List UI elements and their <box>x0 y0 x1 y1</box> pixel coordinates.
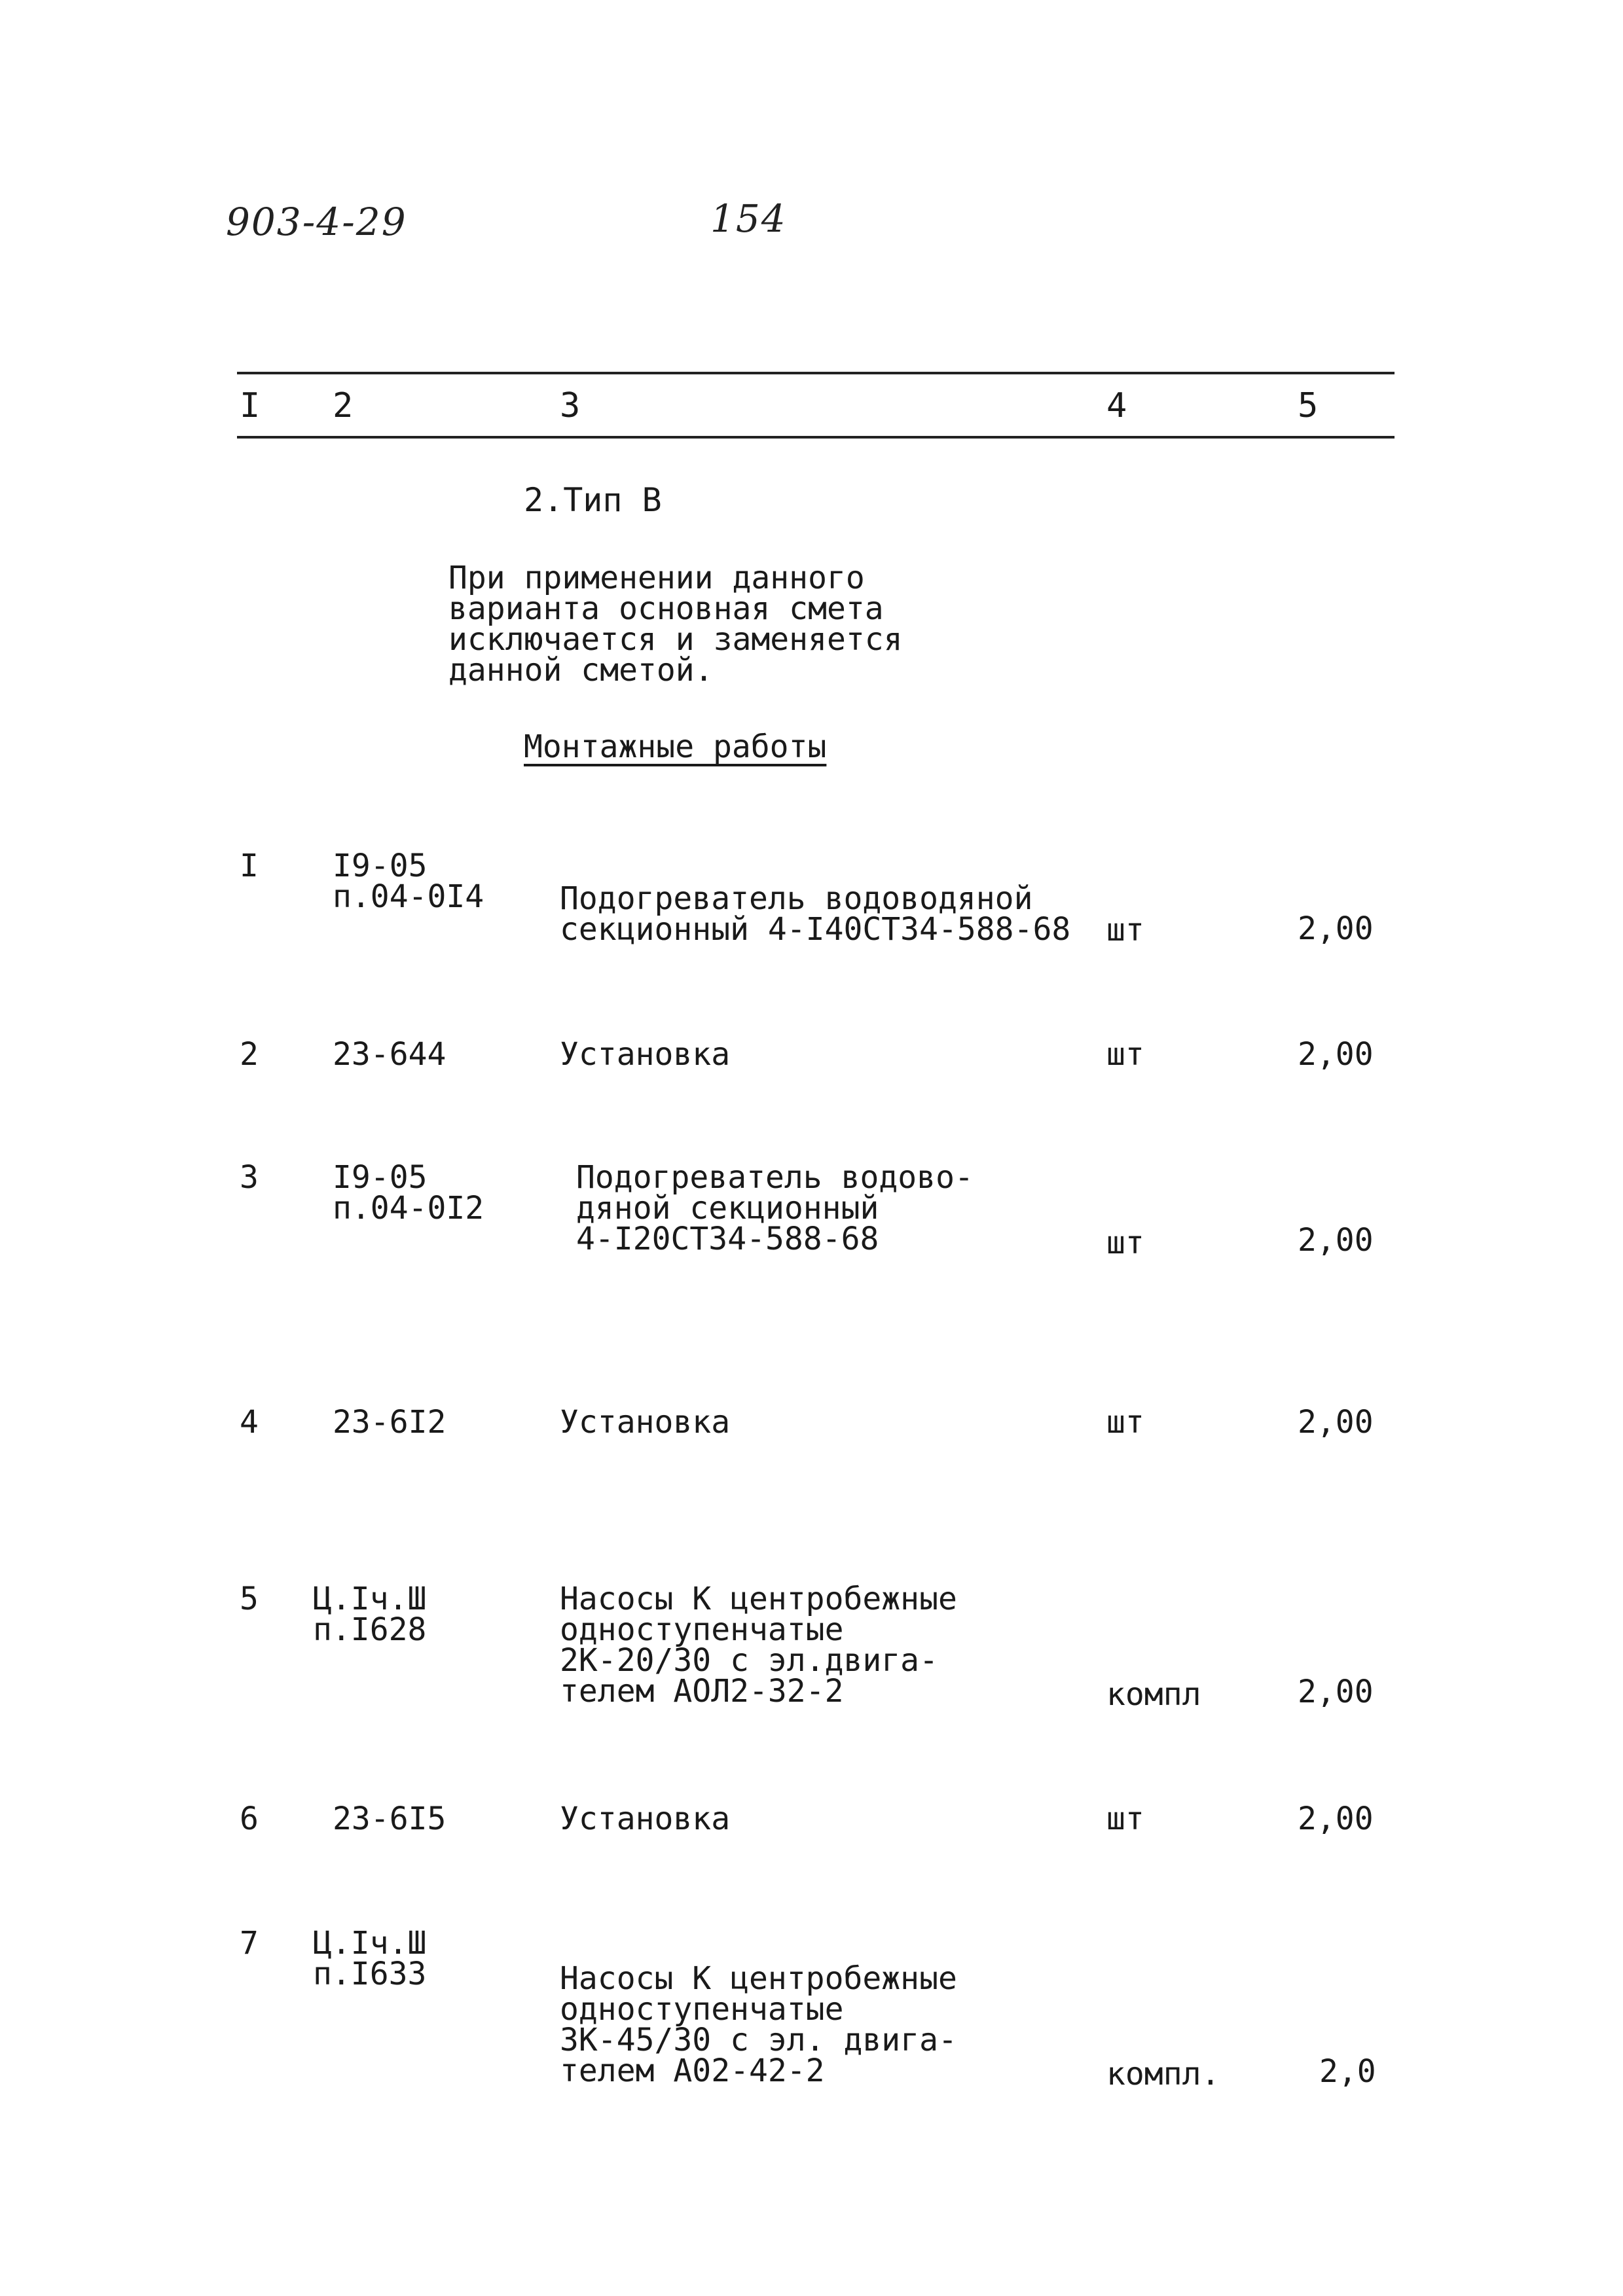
row-5-code: Ц.Iч.Ш п.I628 <box>313 1581 427 1648</box>
row-2-description: Установка <box>560 1036 731 1073</box>
row-4-code: 23-6I2 <box>333 1404 447 1441</box>
document-number: 903-4-29 <box>226 200 407 244</box>
row-3-unit: шт <box>1106 1225 1144 1261</box>
page-number: 154 <box>710 196 787 241</box>
row-3-description: Подогреватель водово- дяной секционный 4-I20СТ34-588-68 <box>576 1159 974 1257</box>
row-6-unit: шт <box>1106 1801 1144 1837</box>
row-4-number: 4 <box>240 1404 259 1441</box>
row-7-unit: компл. <box>1106 2056 1220 2092</box>
row-6-number: 6 <box>240 1801 259 1837</box>
row-2-unit: шт <box>1106 1036 1144 1073</box>
row-1-number: I <box>240 848 259 884</box>
row-3-quantity: 2,00 <box>1298 1222 1374 1259</box>
row-6-code: 23-6I5 <box>333 1801 447 1837</box>
table-header-bottom-rule <box>237 436 1395 439</box>
row-2-code: 23-644 <box>333 1036 447 1073</box>
row-7-quantity: 2,0 <box>1319 2053 1376 2090</box>
row-1-quantity: 2,00 <box>1298 910 1374 947</box>
row-5-description: Насосы К центробежные одноступенчатые 2К-20/30 с эл.двига- телем АОЛ2-32-2 <box>560 1581 957 1710</box>
section-title: 2.Тип В <box>524 481 662 519</box>
row-4-quantity: 2,00 <box>1298 1404 1374 1441</box>
row-2-quantity: 2,00 <box>1298 1036 1374 1073</box>
row-5-number: 5 <box>240 1581 259 1617</box>
row-5-unit: компл <box>1106 1676 1201 1713</box>
column-header-1: I <box>240 386 261 425</box>
column-header-4: 4 <box>1106 386 1127 425</box>
row-4-unit: шт <box>1106 1404 1144 1441</box>
row-3-number: 3 <box>240 1159 259 1196</box>
section-note: При применении данного варианта основная смета исключается и заменяется данной сметой. <box>448 560 903 689</box>
row-4-description: Установка <box>560 1404 731 1441</box>
section-subtitle: Монтажные работы <box>524 728 827 765</box>
row-7-number: 7 <box>240 1925 259 1962</box>
row-3-code: I9-05 п.04-0I2 <box>333 1159 484 1227</box>
table-top-rule <box>237 372 1395 374</box>
row-7-description: Насосы К центробежные одноступенчатые 3К-45/30 с эл. двига- телем А02-42-2 <box>560 1960 957 2089</box>
column-header-2: 2 <box>333 386 354 425</box>
row-2-number: 2 <box>240 1036 259 1073</box>
row-1-code: I9-05 п.04-0I4 <box>333 848 484 915</box>
column-header-3: 3 <box>560 386 581 425</box>
row-6-quantity: 2,00 <box>1298 1801 1374 1837</box>
column-header-5: 5 <box>1298 386 1319 425</box>
row-5-quantity: 2,00 <box>1298 1674 1374 1710</box>
row-6-description: Установка <box>560 1801 731 1837</box>
row-1-description: Подогреватель водоводяной секционный 4-I40СТ34-588-68 <box>560 880 1071 948</box>
row-1-unit: шт <box>1106 912 1144 948</box>
row-7-code: Ц.Iч.Ш п.I633 <box>313 1925 427 1992</box>
